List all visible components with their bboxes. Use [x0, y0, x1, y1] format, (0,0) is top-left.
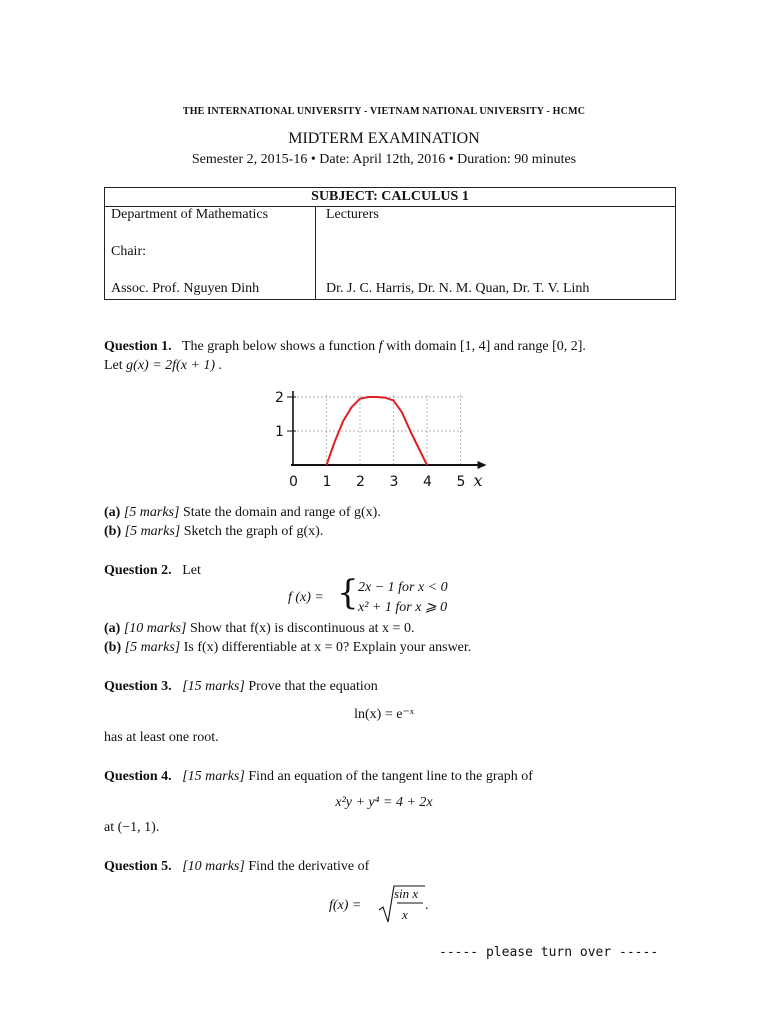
part-a-label: (a): [104, 505, 121, 520]
department-label: Department of Mathematics: [111, 207, 269, 222]
part-a-marks: [10 marks]: [123, 621, 187, 636]
question-3-equation: ln(x) = e⁻ˣ: [354, 707, 414, 722]
question-5-marks: [10 marks]: [182, 859, 245, 874]
table-divider: [315, 206, 316, 299]
university-header: THE INTERNATIONAL UNIVERSITY - VIETNAM NATIONAL UNIVERSITY - HCMC: [182, 106, 586, 117]
question-4-marks: [15 marks]: [182, 769, 245, 784]
question-4-equation: x²y + y⁴ = 4 + 2x: [335, 795, 433, 810]
piecewise-lhs: f (x) =: [288, 590, 324, 605]
graph-tick-labels: [275, 390, 483, 490]
x-tick-label: 2: [356, 474, 365, 490]
question-2-part-b: [104, 640, 471, 656]
question-1-part-a: [104, 505, 381, 521]
x-axis-arrow: [478, 461, 487, 469]
g-definition: g(x) = 2f(x + 1): [126, 358, 216, 373]
question-3-label: Question 3.: [104, 679, 172, 694]
question-1-line-1: [104, 339, 586, 355]
part-b-marks: [5 marks]: [124, 524, 181, 539]
piecewise-case-1: 2x − 1 for x < 0: [358, 580, 448, 595]
subject-title: SUBJECT: CALCULUS 1: [105, 188, 675, 207]
y-tick-label: 1: [275, 424, 284, 440]
question-3-after: has at least one root.: [104, 730, 219, 745]
question-1-label: Question 1.: [104, 339, 172, 354]
chair-name: Assoc. Prof. Nguyen Dinh: [111, 281, 260, 296]
subject-info-table: [104, 187, 676, 300]
question-4-line-1: [104, 769, 533, 785]
x-tick-label: 4: [423, 474, 432, 490]
x-tick-label: 0: [289, 474, 298, 490]
question-3-line-1: [104, 679, 378, 695]
question-5-text: Find the derivative of: [248, 859, 370, 874]
piecewise-case-2: x² + 1 for x ⩾ 0: [358, 600, 448, 615]
turn-over-note: ----- please turn over -----: [439, 945, 659, 960]
question-5-period: .: [425, 898, 429, 913]
question-4-label: Question 4.: [104, 769, 172, 784]
question-5-lhs: f(x) =: [329, 898, 362, 913]
question-2-line-1: [104, 563, 201, 579]
x-tick-label: 1: [322, 474, 332, 490]
part-b-marks: [5 marks]: [124, 640, 181, 655]
question-5-label: Question 5.: [104, 859, 172, 874]
x-axis-label: x: [473, 471, 483, 490]
function-graph: [266, 384, 496, 494]
fraction-numerator: sin x: [394, 886, 419, 901]
graph-grid: [293, 393, 465, 465]
part-a-text: State the domain and range of g(x).: [182, 505, 381, 520]
y-tick-label: 2: [275, 390, 284, 406]
question-3-marks: [15 marks]: [182, 679, 245, 694]
exam-details: Semester 2, 2015-16 • Date: April 12th, 2016 • Duration: 90 minutes: [191, 152, 577, 167]
x-tick-label: 3: [389, 474, 399, 490]
lecturers-label: Lecturers: [326, 207, 379, 222]
function-symbol: f: [378, 339, 383, 354]
part-a-label: (a): [104, 621, 121, 636]
part-a-text: Show that f(x) is discontinuous at x = 0.: [189, 621, 415, 636]
question-3-text: Prove that the equation: [248, 679, 378, 694]
question-1-text-a: The graph below shows a function: [181, 339, 376, 354]
question-2-part-a: [104, 621, 414, 637]
let-word: Let: [104, 358, 123, 373]
lecturers-names: Dr. J. C. Harris, Dr. N. M. Quan, Dr. T. V. Linh: [326, 281, 590, 296]
question-2-label: Question 2.: [104, 563, 172, 578]
question-1-part-b: [104, 524, 323, 540]
fraction-denominator: x: [402, 907, 408, 922]
exam-title: MIDTERM EXAMINATION: [288, 130, 480, 147]
question-4-after: at (−1, 1).: [104, 820, 160, 835]
question-5-line-1: [104, 859, 369, 875]
question-1-text-b: with domain [1, 4] and range [0, 2].: [386, 339, 586, 354]
question-1-line-2: [104, 358, 222, 374]
part-b-label: (b): [104, 524, 122, 539]
question-2-intro: Let: [182, 563, 201, 578]
chair-label: Chair:: [111, 244, 146, 259]
part-b-label: (b): [104, 640, 122, 655]
part-b-text: Is f(x) differentiable at x = 0? Explain your answer.: [183, 640, 472, 655]
part-a-marks: [5 marks]: [123, 505, 180, 520]
graph-axes: [287, 391, 487, 469]
part-b-text: Sketch the graph of g(x).: [183, 524, 324, 539]
period: .: [218, 358, 223, 373]
x-tick-label: 5: [456, 474, 466, 490]
question-4-text: Find an equation of the tangent line to the graph of: [248, 769, 533, 784]
piecewise-brace: {: [337, 573, 359, 613]
